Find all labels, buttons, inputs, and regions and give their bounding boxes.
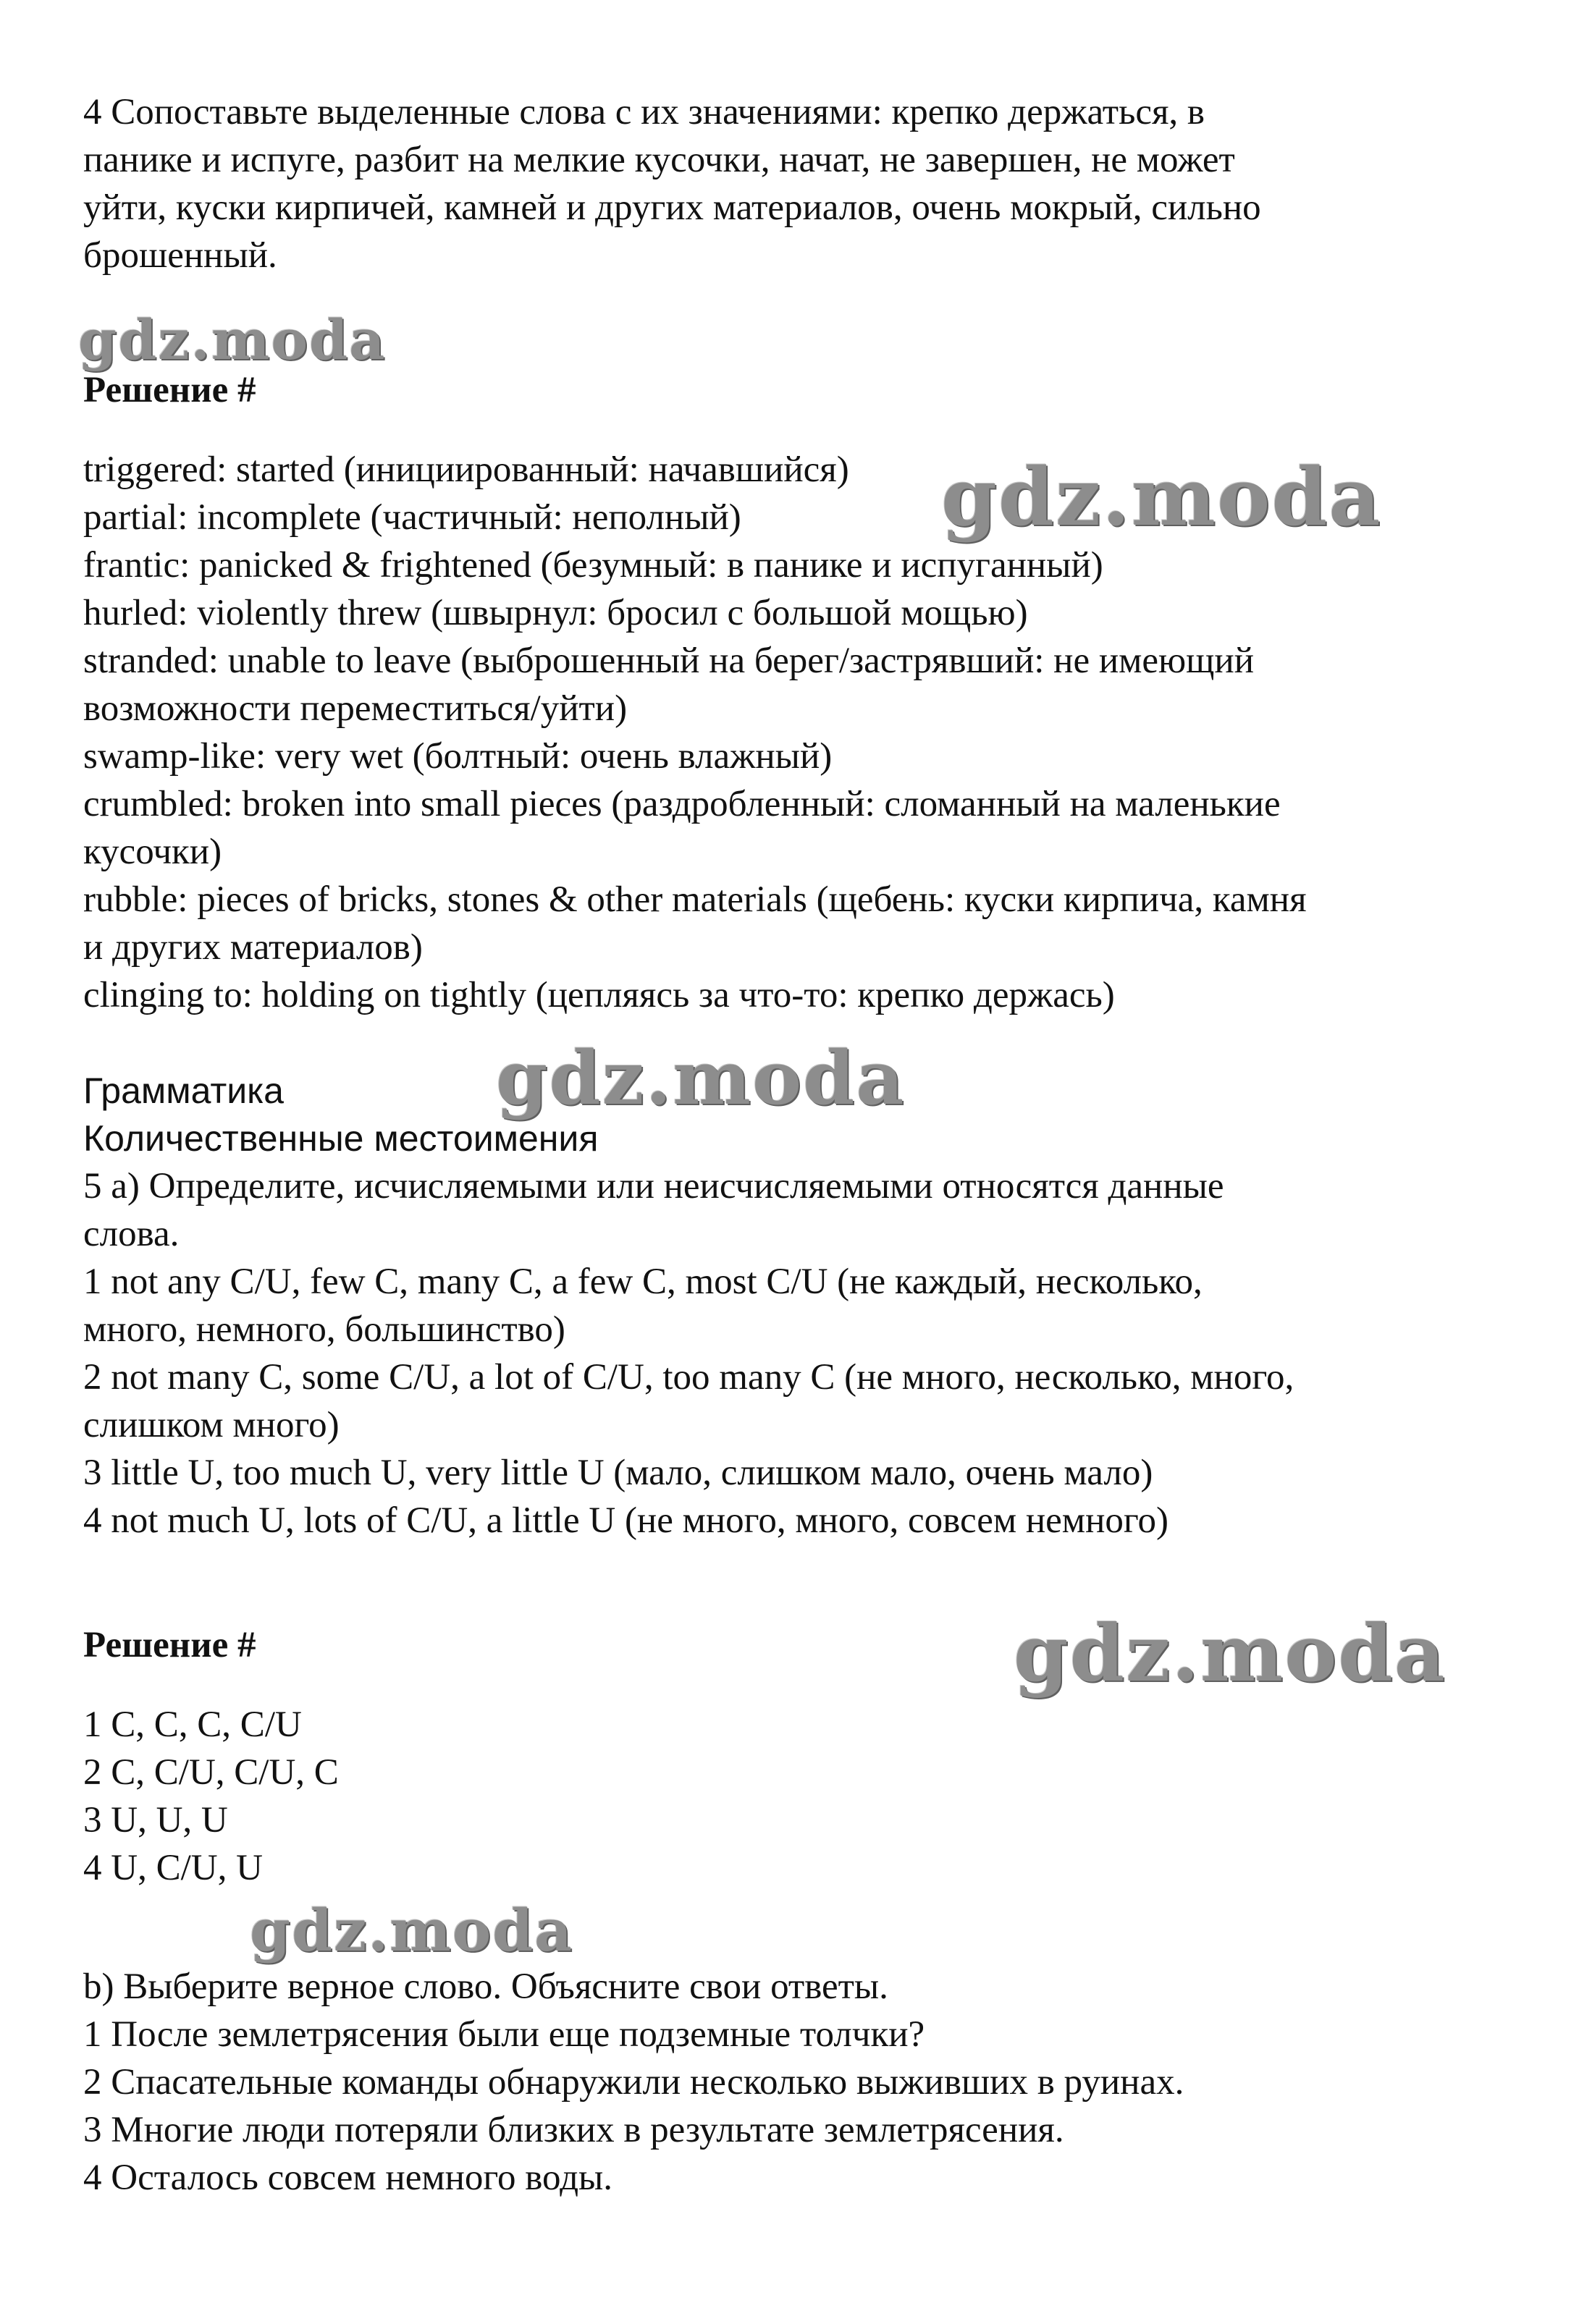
task5a-line: слова.	[83, 1214, 180, 1254]
task4-answer-line: rubble: pieces of bricks, stones & other materials (щебень: куски кирпича, камня	[83, 879, 1307, 920]
grammar-subheading: Количественные местоимения	[83, 1118, 599, 1159]
task5b-line: 3 Многие люди потеряли близких в результате землетрясения.	[83, 2110, 1064, 2150]
watermark-logo: gdz.moda	[78, 308, 387, 372]
task4-answer-line: hurled: violently threw (швырнул: бросил с большой мощью)	[83, 593, 1028, 633]
task5a-line: 4 not much U, lots of C/U, a little U (не много, много, совсем немного)	[83, 1500, 1169, 1541]
task5b-line: 4 Осталось совсем немного воды.	[83, 2158, 613, 2198]
task5a-answer-line: 4 U, C/U, U	[83, 1848, 263, 1888]
task4-answer-line: swamp-like: very wet (болтный: очень влажный)	[83, 736, 833, 777]
task4-answer-line: frantic: panicked & frightened (безумный: в панике и испуганный)	[83, 545, 1103, 586]
watermark-logo: gdz.moda	[496, 1035, 906, 1122]
task4-answer-line: возможности переместиться/уйти)	[83, 688, 628, 729]
watermark-logo: gdz.moda	[250, 1896, 573, 1964]
watermark-logo: gdz.moda	[941, 450, 1382, 544]
task4-answer-line: crumbled: broken into small pieces (раздробленный: сломанный на маленькие	[83, 784, 1281, 824]
task5a-line: 3 little U, too much U, very little U (мало, слишком мало, очень мало)	[83, 1453, 1153, 1493]
task4-answer-line: stranded: unable to leave (выброшенный на берег/застрявший: не имеющий	[83, 641, 1255, 681]
watermark-logo: gdz.moda	[1014, 1608, 1447, 1699]
task4-answer-line: clinging to: holding on tightly (цепляясь за что-то: крепко держась)	[83, 975, 1115, 1015]
task5b-line: b) Выберите верное слово. Объясните свои ответы.	[83, 1966, 888, 2007]
task4-answer-line: кусочки)	[83, 832, 222, 872]
task5a-line: много, немного, большинство)	[83, 1309, 565, 1350]
task5a-line: 5 a) Определите, исчисляемыми или неисчисляемыми относятся данные	[83, 1166, 1224, 1207]
task4-solution-label: Решение #	[83, 370, 256, 410]
task5a-answer-line: 2 C, C/U, C/U, C	[83, 1752, 339, 1793]
task5b-line: 1 После землетрясения были еще подземные толчки?	[83, 2014, 925, 2055]
task4-prompt-line: 4 Сопоставьте выделенные слова с их значениями: крепко держаться, в	[83, 92, 1205, 132]
task4-answer-line: triggered: started (инициированный: начавшийся)	[83, 449, 849, 490]
task4-prompt-line: панике и испуге, разбит на мелкие кусочки, начат, не завершен, не может	[83, 140, 1235, 180]
grammar-heading: Грамматика	[83, 1070, 284, 1111]
task5a-line: 2 not many C, some C/U, a lot of C/U, too many C (не много, несколько, много,	[83, 1357, 1294, 1398]
task5a-line: слишком много)	[83, 1405, 340, 1445]
task5a-solution-label: Решение #	[83, 1625, 256, 1665]
task4-prompt-line: брошенный.	[83, 235, 277, 276]
task5a-answer-line: 3 U, U, U	[83, 1800, 228, 1841]
task4-answer-line: и других материалов)	[83, 927, 423, 968]
task5a-line: 1 not any C/U, few C, many C, a few C, most C/U (не каждый, несколько,	[83, 1262, 1203, 1302]
task4-answer-line: partial: incomplete (частичный: неполный)	[83, 497, 741, 538]
task5a-answer-line: 1 C, C, C, C/U	[83, 1704, 302, 1745]
task4-prompt-line: уйти, куски кирпичей, камней и других материалов, очень мокрый, сильно	[83, 187, 1261, 228]
task5b-line: 2 Спасательные команды обнаружили несколько выживших в руинах.	[83, 2062, 1184, 2103]
